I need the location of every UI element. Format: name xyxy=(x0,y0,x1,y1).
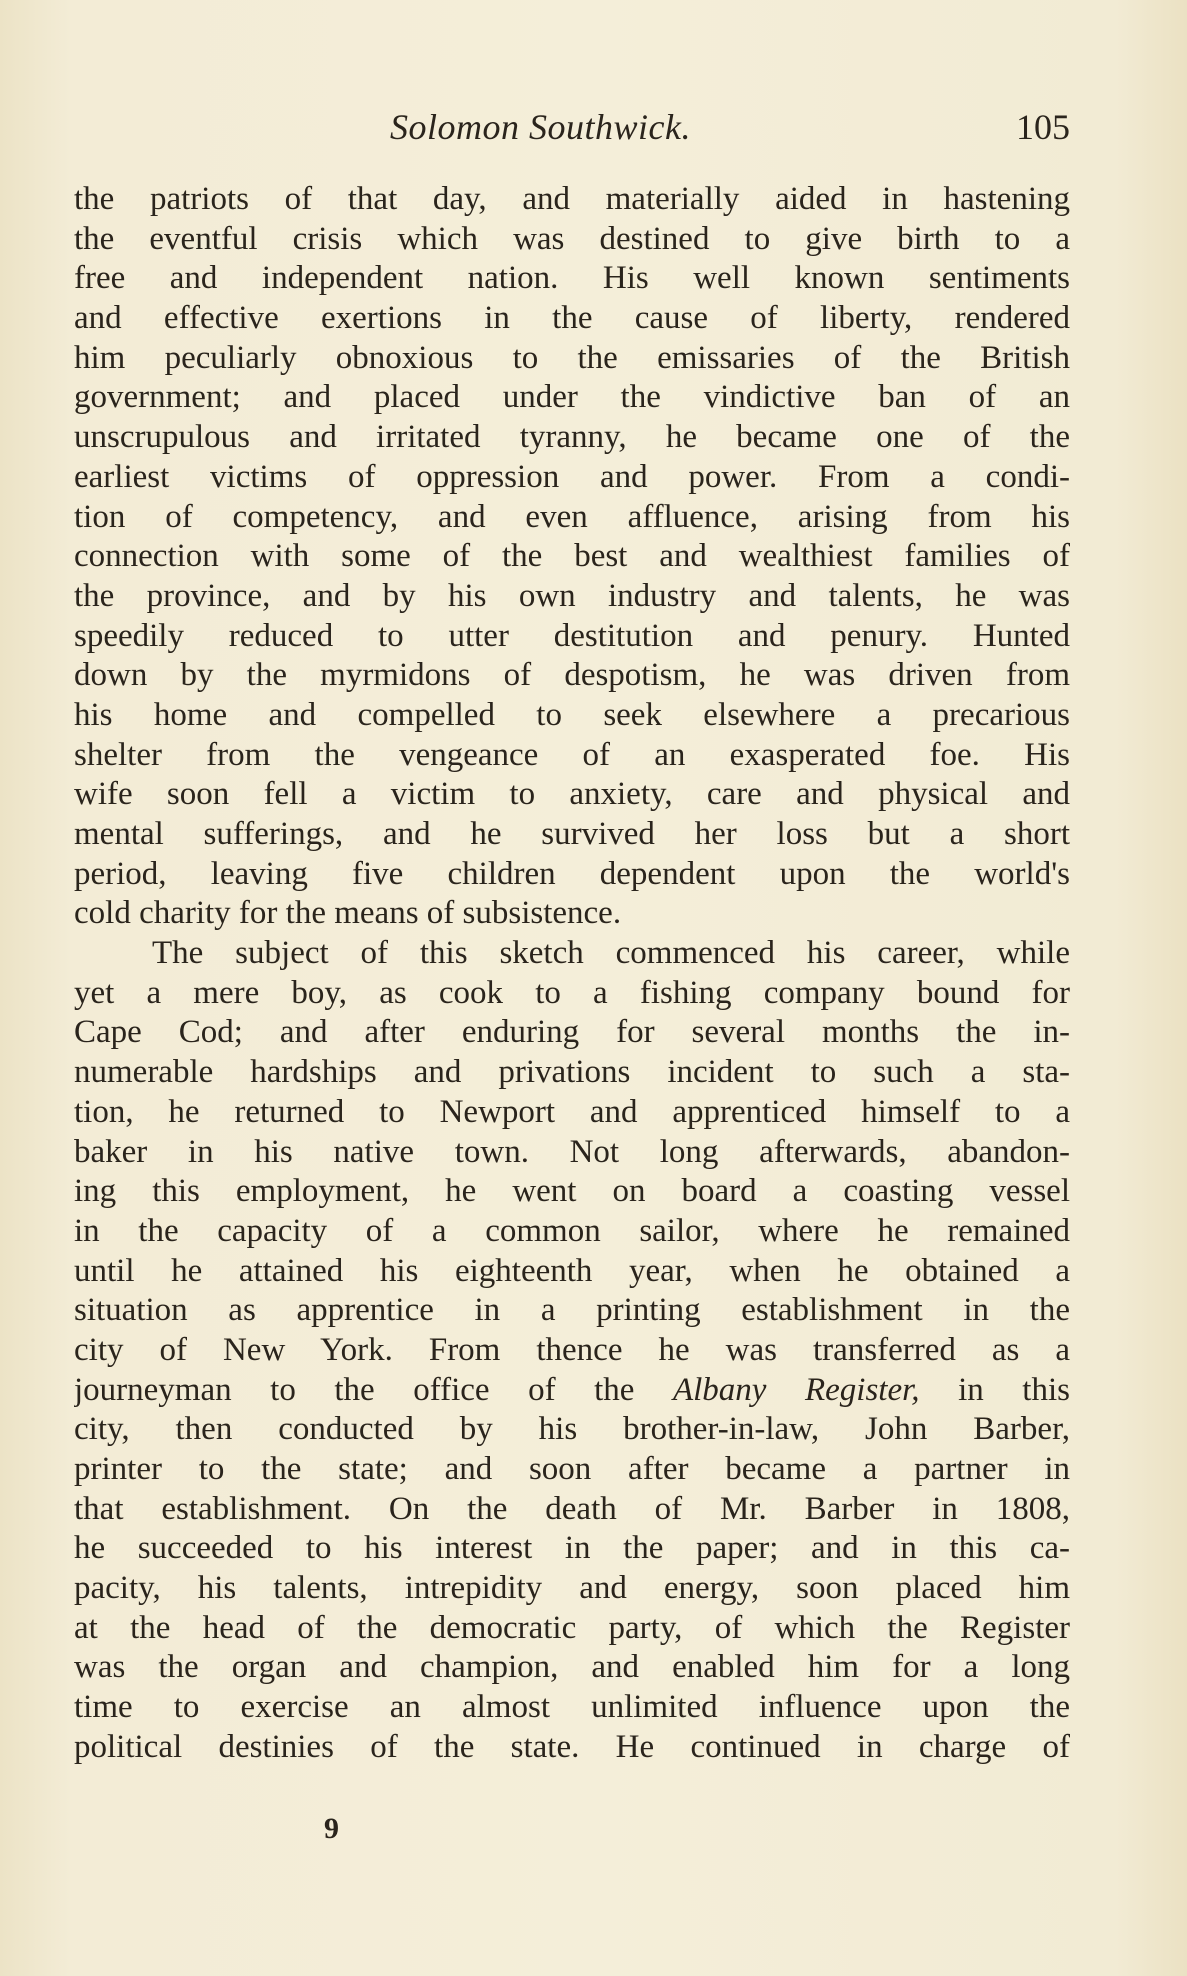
text-line: speedily reduced to utter destitution and penury. Hunted xyxy=(74,617,1070,654)
text-line: The subject of this sketch commenced his career, while xyxy=(152,935,1070,972)
text-line: yet a mere boy, as cook to a fishing company bound for xyxy=(74,974,1070,1011)
text-line: Cape Cod; and after enduring for several months the in- xyxy=(74,1014,1070,1051)
text-line: baker in his native town. Not long afterwards, abandon- xyxy=(74,1133,1070,1170)
text-line: he succeeded to his interest in the paper; and in this ca- xyxy=(74,1530,1070,1567)
text-line: time to exercise an almost unlimited influence upon the xyxy=(74,1689,1070,1726)
text-line: the province, and by his own industry and talents, he was xyxy=(74,577,1070,614)
text-line: the eventful crisis which was destined to give birth to a xyxy=(74,220,1070,257)
text-line: cold charity for the means of subsistence. xyxy=(74,895,622,932)
text-line: the patriots of that day, and materially aided in hastening xyxy=(74,181,1070,217)
text-line: shelter from the vengeance of an exasperated foe. His xyxy=(74,736,1070,773)
text-line-with-italic xyxy=(74,1371,1070,1411)
text-line: pacity, his talents, intrepidity and energy, soon placed him xyxy=(74,1570,1070,1607)
text-line: city, then conducted by his brother-in-law, John Barber, xyxy=(74,1411,1070,1448)
text-line: numerable hardships and privations incident to such a sta- xyxy=(74,1054,1070,1091)
text-line: was the organ and champion, and enabled him for a long xyxy=(74,1649,1070,1686)
text-line: mental sufferings, and he survived her loss but a short xyxy=(74,816,1070,852)
signature-mark: 9 xyxy=(324,1812,339,1845)
text-line: ing this employment, he went on board a coasting vessel xyxy=(74,1173,1070,1210)
page-number: 105 xyxy=(1016,107,1070,147)
text-line: that establishment. On the death of Mr. Barber in 1808, xyxy=(74,1490,1070,1527)
text-line: connection with some of the best and wealthiest families of xyxy=(74,538,1070,575)
running-title: Solomon Southwick. xyxy=(390,107,691,147)
text-line: city of New York. From thence he was transferred as a xyxy=(74,1331,1070,1368)
text-line: government; and placed under the vindictive ban of an xyxy=(74,379,1070,416)
text-line: political destinies of the state. He continued in charge of xyxy=(74,1728,1070,1765)
text-line: free and independent nation. His well known sentiments xyxy=(74,260,1070,297)
text-line: until he attained his eighteenth year, when he obtained a xyxy=(74,1252,1070,1289)
text-line: tion, he returned to Newport and apprenticed himself to a xyxy=(74,1093,1070,1130)
text-line: down by the myrmidons of despotism, he was driven from xyxy=(74,657,1070,694)
body-text xyxy=(74,180,1070,1768)
text-line: at the head of the democratic party, of which the Register xyxy=(74,1609,1070,1646)
text-line: him peculiarly obnoxious to the emissaries of the British xyxy=(74,339,1070,376)
newspaper-title: Albany Register, xyxy=(672,1371,920,1408)
text-line: his home and compelled to seek elsewhere a precarious xyxy=(74,696,1070,733)
text-line: situation as apprentice in a printing establishment in the xyxy=(74,1292,1070,1329)
text-line: earliest victims of oppression and power. From a condi- xyxy=(74,458,1070,495)
text-segment: journeyman to the office of the xyxy=(74,1371,673,1408)
text-line: printer to the state; and soon after became a partner in xyxy=(74,1451,1070,1487)
page-header xyxy=(74,106,1070,156)
text-line: period, leaving five children dependent upon the world's xyxy=(74,855,1070,892)
text-line: wife soon fell a victim to anxiety, care and physical and xyxy=(74,776,1070,813)
text-line: in the capacity of a common sailor, where he remained xyxy=(74,1212,1070,1249)
text-line: and effective exertions in the cause of liberty, rendered xyxy=(74,300,1070,337)
text-line: unscrupulous and irritated tyranny, he became one of the xyxy=(74,419,1070,456)
text-segment: in this xyxy=(919,1371,1070,1408)
text-line: tion of competency, and even affluence, arising from his xyxy=(74,498,1070,535)
